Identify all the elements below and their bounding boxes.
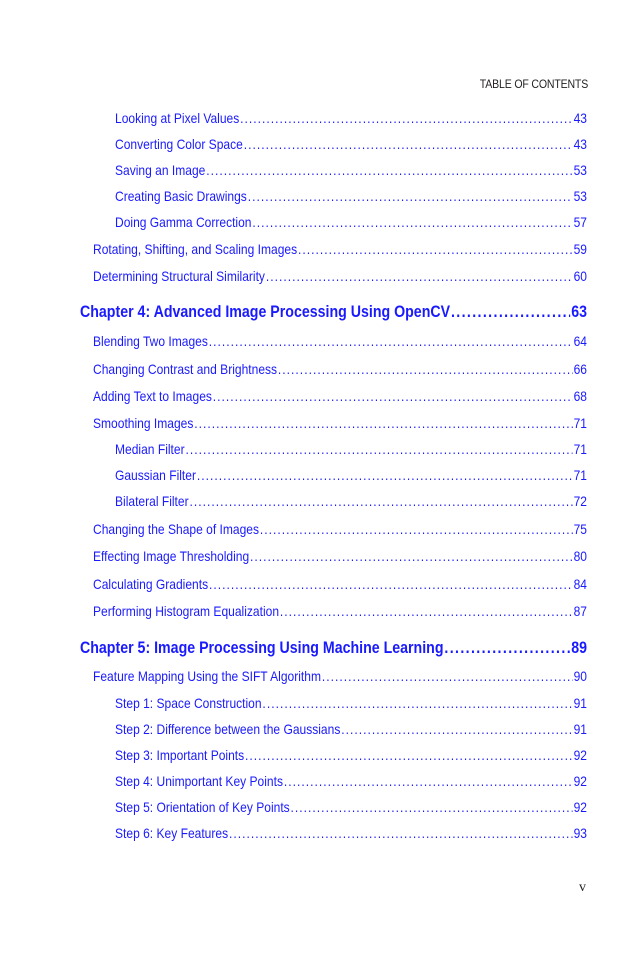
- toc-entry-page: 91: [573, 721, 587, 737]
- toc-entry-page: 64: [573, 333, 587, 349]
- toc-entry[interactable]: [0, 773, 641, 793]
- toc-entry-page: 43: [573, 110, 587, 126]
- dot-leader: [189, 493, 572, 509]
- toc-entry-page: 75: [573, 521, 587, 537]
- toc-chapter-entry[interactable]: [0, 639, 641, 659]
- toc-entry-link[interactable]: [80, 639, 587, 658]
- dot-leader: [298, 241, 573, 257]
- toc-entry-link[interactable]: [93, 576, 587, 592]
- dot-leader: [451, 303, 570, 322]
- dot-leader: [229, 825, 573, 841]
- dot-leader: [250, 548, 573, 564]
- dot-leader: [260, 521, 573, 537]
- toc-entry[interactable]: [0, 521, 641, 541]
- toc-entry-link[interactable]: [115, 493, 587, 509]
- toc-entry-page: 57: [573, 214, 587, 230]
- dot-leader: [194, 415, 572, 431]
- toc-entry-title: Doing Gamma Correction: [115, 214, 252, 230]
- running-head: TABLE OF CONTENTS: [479, 77, 588, 91]
- dot-leader: [209, 576, 573, 592]
- dot-leader: [209, 333, 573, 349]
- toc-entry-link[interactable]: [93, 268, 587, 284]
- page-number: v: [579, 880, 586, 895]
- toc-entry-link[interactable]: [93, 603, 587, 619]
- toc-entry-title: Step 1: Space Construction: [115, 695, 262, 711]
- toc-entry-page: 91: [573, 695, 587, 711]
- toc-entry-link[interactable]: [115, 441, 587, 457]
- toc-entry-title: Step 6: Key Features: [115, 825, 229, 841]
- toc-entry-title: Saving an Image: [115, 162, 206, 178]
- toc-entry-title: Changing the Shape of Images: [93, 521, 260, 537]
- toc-entry-title: Gaussian Filter: [115, 467, 196, 483]
- dot-leader: [252, 214, 572, 230]
- toc-entry[interactable]: [0, 110, 641, 130]
- toc-entry-page: 84: [573, 576, 587, 592]
- dot-leader: [248, 188, 573, 204]
- toc-entry[interactable]: [0, 415, 641, 435]
- toc-entry-link[interactable]: [93, 361, 587, 377]
- toc-entry-link[interactable]: [115, 773, 587, 789]
- toc-entry-page: 92: [573, 773, 587, 789]
- dot-leader: [262, 695, 572, 711]
- toc-entry-title: Bilateral Filter: [115, 493, 189, 509]
- dot-leader: [213, 388, 573, 404]
- toc-entry-page: 71: [573, 467, 587, 483]
- toc-entry-link[interactable]: [93, 333, 587, 349]
- toc-entry[interactable]: [0, 668, 641, 688]
- dot-leader: [278, 361, 573, 377]
- toc-entry[interactable]: [0, 268, 641, 288]
- toc-entry-page: 68: [573, 388, 587, 404]
- toc-entry-link[interactable]: [93, 241, 587, 257]
- toc-entry[interactable]: [0, 241, 641, 261]
- toc-entry-page: 93: [573, 825, 587, 841]
- dot-leader: [206, 162, 573, 178]
- toc-entry-title: Adding Text to Images: [93, 388, 212, 404]
- toc-entry-page: 72: [573, 493, 587, 509]
- toc-entry-title: Feature Mapping Using the SIFT Algorithm: [93, 668, 321, 684]
- toc-entry-title: Median Filter: [115, 441, 185, 457]
- toc-entry-title: Step 3: Important Points: [115, 747, 245, 763]
- toc-entry-link[interactable]: [115, 721, 587, 737]
- toc-entry-page: 63: [571, 303, 587, 321]
- toc-entry-link[interactable]: [115, 136, 587, 152]
- dot-leader: [197, 467, 573, 483]
- dot-leader: [444, 639, 570, 658]
- toc-entry[interactable]: [0, 493, 641, 513]
- toc-entry-link[interactable]: [93, 415, 587, 431]
- toc-entry[interactable]: [0, 467, 641, 487]
- toc-entry[interactable]: [0, 361, 641, 381]
- toc-entry-title: Changing Contrast and Brightness: [93, 361, 278, 377]
- toc-entry-title: Looking at Pixel Values: [115, 110, 240, 126]
- toc-entry-page: 71: [573, 415, 587, 431]
- toc-entry-link[interactable]: [115, 825, 587, 841]
- toc-entry[interactable]: [0, 603, 641, 623]
- dot-leader: [341, 721, 573, 737]
- dot-leader: [280, 603, 573, 619]
- dot-leader: [185, 441, 572, 457]
- toc-entry-title: Calculating Gradients: [93, 576, 209, 592]
- toc-entry-title: Step 4: Unimportant Key Points: [115, 773, 283, 789]
- toc-entry[interactable]: [0, 721, 641, 741]
- toc-entry[interactable]: [0, 799, 641, 819]
- toc-entry[interactable]: [0, 388, 641, 408]
- toc-entry-page: 66: [573, 361, 587, 377]
- toc-chapter-entry[interactable]: [0, 303, 641, 323]
- toc-entry-link[interactable]: [93, 668, 587, 684]
- dot-leader: [322, 668, 573, 684]
- toc-entry[interactable]: [0, 548, 641, 568]
- toc-entry-title: Rotating, Shifting, and Scaling Images: [93, 241, 298, 257]
- toc-entry[interactable]: [0, 188, 641, 208]
- toc-entry-link[interactable]: [115, 188, 587, 204]
- toc-entry-page: 53: [573, 162, 587, 178]
- toc-entry-link[interactable]: [115, 799, 587, 815]
- toc-entry-title: Performing Histogram Equalization: [93, 603, 280, 619]
- toc-entry-link[interactable]: [115, 162, 587, 178]
- toc-entry-title: Converting Color Space: [115, 136, 243, 152]
- toc-entry-page: 71: [573, 441, 587, 457]
- toc-entry-page: 43: [573, 136, 587, 152]
- toc-entry-link[interactable]: [115, 110, 587, 126]
- toc-entry-title: Effecting Image Thresholding: [93, 548, 250, 564]
- dot-leader: [284, 773, 573, 789]
- toc-entry-link[interactable]: [115, 214, 587, 230]
- toc-entry[interactable]: [0, 825, 641, 845]
- dot-leader: [240, 110, 573, 126]
- dot-leader: [266, 268, 573, 284]
- dot-leader: [244, 136, 573, 152]
- dot-leader: [245, 747, 573, 763]
- toc-entry-title: Step 2: Difference between the Gaussians: [115, 721, 341, 737]
- toc-entry-link[interactable]: [93, 548, 587, 564]
- toc-entry-page: 80: [573, 548, 587, 564]
- toc-entry-title: Smoothing Images: [93, 415, 194, 431]
- toc-entry-title: Determining Structural Similarity: [93, 268, 265, 284]
- toc-entry-page: 90: [573, 668, 587, 684]
- toc-entry-title: Step 5: Orientation of Key Points: [115, 799, 290, 815]
- toc-entry-link[interactable]: [93, 521, 587, 537]
- toc-entry-link[interactable]: [115, 467, 587, 483]
- toc-entry-page: 89: [571, 639, 587, 657]
- toc-entry[interactable]: [0, 162, 641, 182]
- toc-entry-page: 53: [573, 188, 587, 204]
- toc-entry-title: Blending Two Images: [93, 333, 208, 349]
- toc-entry-link[interactable]: [115, 747, 587, 763]
- toc-entry-link[interactable]: [93, 388, 587, 404]
- toc-entry-link[interactable]: [80, 303, 587, 322]
- toc-entry[interactable]: [0, 576, 641, 596]
- toc-entry-link[interactable]: [115, 695, 587, 711]
- toc-entry[interactable]: [0, 747, 641, 767]
- toc-entry-title: Chapter 4: Advanced Image Processing Using OpenCV: [80, 303, 451, 321]
- toc-entry[interactable]: [0, 136, 641, 156]
- toc-entry-title: Creating Basic Drawings: [115, 188, 247, 204]
- toc-entry[interactable]: [0, 333, 641, 353]
- toc-entry-page: 60: [573, 268, 587, 284]
- toc-entry[interactable]: [0, 441, 641, 461]
- toc-entry-title: Chapter 5: Image Processing Using Machine Learning: [80, 639, 444, 657]
- toc-entry[interactable]: [0, 214, 641, 234]
- dot-leader: [291, 799, 573, 815]
- toc-entry[interactable]: [0, 695, 641, 715]
- toc-entry-page: 92: [573, 799, 587, 815]
- toc-entry-page: 87: [573, 603, 587, 619]
- toc-entry-page: 59: [573, 241, 587, 257]
- toc-entry-page: 92: [573, 747, 587, 763]
